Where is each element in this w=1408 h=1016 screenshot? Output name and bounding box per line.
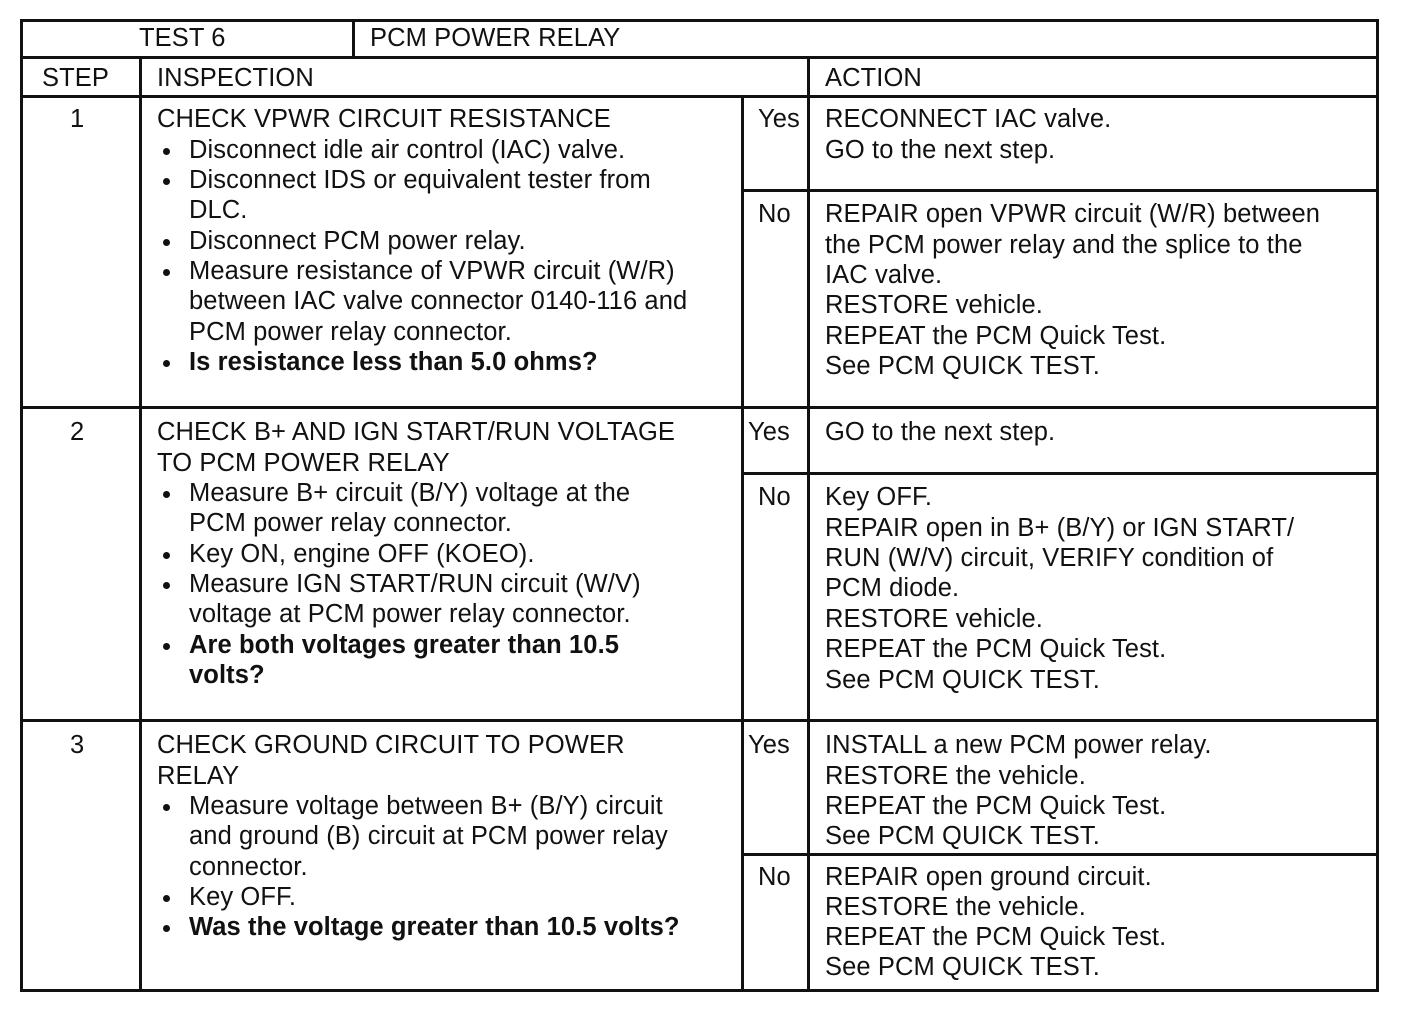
header-row-divider xyxy=(20,95,1379,98)
no-action-line: See PCM QUICK TEST. xyxy=(825,953,1100,981)
no-action-line: REPAIR open in B+ (B/Y) or IGN START/ xyxy=(825,514,1295,542)
test-number: TEST 6 xyxy=(139,24,226,52)
step-3-yes-no-divider xyxy=(741,853,1379,856)
inspection-bullet-continued: PCM power relay connector. xyxy=(189,318,512,346)
step-1-divider xyxy=(20,406,1379,409)
bullet-icon xyxy=(163,552,170,559)
inspection-bullet: Key ON, engine OFF (KOEO). xyxy=(189,540,535,568)
step-number: 1 xyxy=(70,105,85,133)
yes-label: Yes xyxy=(758,105,800,133)
yes-action-line: See PCM QUICK TEST. xyxy=(825,822,1100,850)
bullet-icon xyxy=(163,895,170,902)
inspection-question-continued: volts? xyxy=(189,661,265,689)
bullet-icon xyxy=(163,148,170,155)
bullet-icon xyxy=(163,582,170,589)
step-heading-continued: TO PCM POWER RELAY xyxy=(157,449,450,477)
no-action-line: RESTORE vehicle. xyxy=(825,605,1043,633)
test-title: PCM POWER RELAY xyxy=(370,24,621,52)
step-number: 2 xyxy=(70,418,85,446)
step-heading-continued: RELAY xyxy=(157,762,240,790)
table-border-top xyxy=(20,19,1379,22)
no-label: No xyxy=(758,863,791,891)
bullet-icon xyxy=(163,491,170,498)
step-heading: CHECK B+ AND IGN START/RUN VOLTAGE xyxy=(157,418,675,446)
inspection-column-header: INSPECTION xyxy=(157,64,314,92)
yes-action-line: INSTALL a new PCM power relay. xyxy=(825,731,1212,759)
step-number: 3 xyxy=(70,731,85,759)
no-action-line: PCM diode. xyxy=(825,574,960,602)
inspection-bullet-continued: PCM power relay connector. xyxy=(189,509,512,537)
inspection-bullet: Disconnect idle air control (IAC) valve. xyxy=(189,136,626,164)
inspection-bullet-continued: between IAC valve connector 0140-116 and xyxy=(189,287,688,315)
no-action-line: RUN (W/V) circuit, VERIFY condition of xyxy=(825,544,1274,572)
inspection-result-divider xyxy=(741,95,744,992)
step-column-header: STEP xyxy=(42,64,110,92)
step-2-divider xyxy=(20,719,1379,722)
title-divider xyxy=(352,19,355,58)
bullet-icon xyxy=(163,804,170,811)
inspection-bullet: Measure voltage between B+ (B/Y) circuit xyxy=(189,792,663,820)
table-border-left xyxy=(20,19,23,992)
inspection-bullet: Measure B+ circuit (B/Y) voltage at the xyxy=(189,479,631,507)
bullet-icon xyxy=(163,925,170,932)
no-label: No xyxy=(758,200,791,228)
yes-action-line: GO to the next step. xyxy=(825,418,1056,446)
inspection-question: Was the voltage greater than 10.5 volts? xyxy=(189,913,680,941)
inspection-bullet-continued: DLC. xyxy=(189,196,248,224)
no-action-line: See PCM QUICK TEST. xyxy=(825,666,1100,694)
inspection-bullet-continued: voltage at PCM power relay connector. xyxy=(189,600,631,628)
step-2-yes-no-divider xyxy=(741,472,1379,475)
no-label: No xyxy=(758,483,791,511)
yes-label: Yes xyxy=(748,731,790,759)
bullet-icon xyxy=(163,239,170,246)
yes-action-line: GO to the next step. xyxy=(825,136,1056,164)
inspection-bullet: Measure resistance of VPWR circuit (W/R) xyxy=(189,257,675,285)
yes-label: Yes xyxy=(748,418,790,446)
bullet-icon xyxy=(163,178,170,185)
no-action-line: REPAIR open VPWR circuit (W/R) between xyxy=(825,200,1321,228)
inspection-question: Are both voltages greater than 10.5 xyxy=(189,631,620,659)
inspection-question: Is resistance less than 5.0 ohms? xyxy=(189,348,598,376)
no-action-line: REPEAT the PCM Quick Test. xyxy=(825,322,1167,350)
yes-action-line: RECONNECT IAC valve. xyxy=(825,105,1112,133)
no-action-line: IAC valve. xyxy=(825,261,943,289)
result-action-divider xyxy=(807,56,810,992)
no-action-line: the PCM power relay and the splice to the xyxy=(825,231,1303,259)
step-heading: CHECK VPWR CIRCUIT RESISTANCE xyxy=(157,105,611,133)
inspection-bullet: Measure IGN START/RUN circuit (W/V) xyxy=(189,570,641,598)
inspection-bullet: Disconnect PCM power relay. xyxy=(189,227,526,255)
bullet-icon xyxy=(163,643,170,650)
inspection-bullet: Key OFF. xyxy=(189,883,297,911)
bullet-icon xyxy=(163,269,170,276)
no-action-line: REPEAT the PCM Quick Test. xyxy=(825,635,1167,663)
title-row-divider xyxy=(20,56,1379,59)
no-action-line: REPEAT the PCM Quick Test. xyxy=(825,923,1167,951)
inspection-bullet-continued: and ground (B) circuit at PCM power relay xyxy=(189,822,668,850)
step-heading: CHECK GROUND CIRCUIT TO POWER xyxy=(157,731,625,759)
no-action-line: REPAIR open ground circuit. xyxy=(825,863,1152,891)
step-column-divider xyxy=(139,56,142,992)
yes-action-line: REPEAT the PCM Quick Test. xyxy=(825,792,1167,820)
action-column-header: ACTION xyxy=(825,64,922,92)
no-action-line: RESTORE vehicle. xyxy=(825,291,1043,319)
no-action-line: Key OFF. xyxy=(825,483,933,511)
table-border-bottom xyxy=(20,989,1379,992)
step-1-yes-no-divider xyxy=(741,189,1379,192)
no-action-line: See PCM QUICK TEST. xyxy=(825,352,1100,380)
bullet-icon xyxy=(163,360,170,367)
inspection-bullet-continued: connector. xyxy=(189,853,308,881)
inspection-bullet: Disconnect IDS or equivalent tester from xyxy=(189,166,651,194)
yes-action-line: RESTORE the vehicle. xyxy=(825,762,1086,790)
no-action-line: RESTORE the vehicle. xyxy=(825,893,1086,921)
table-border-right xyxy=(1376,19,1379,992)
